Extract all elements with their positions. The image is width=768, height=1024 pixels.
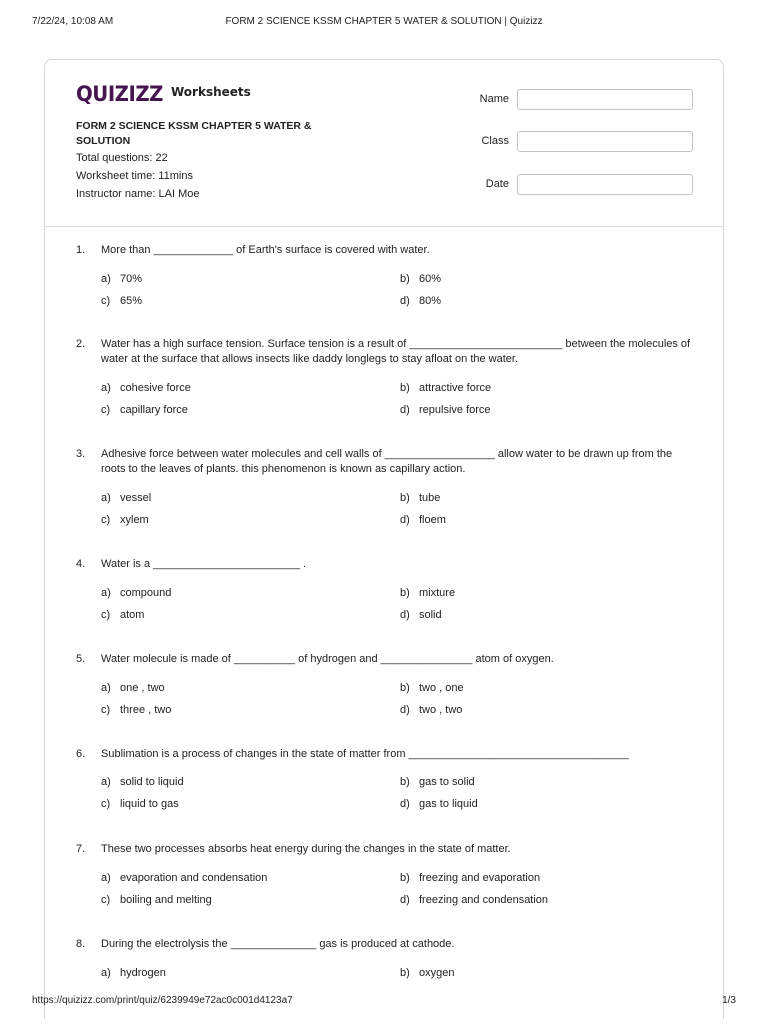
question-number: 1. [76, 244, 86, 256]
question-text: Water is a ________________________ . [101, 558, 307, 570]
name-label: Name [479, 93, 509, 105]
option-d: d) gas to liquid [400, 798, 478, 810]
option-a: a) cohesive force [101, 382, 191, 394]
option-b: b) tube [400, 492, 441, 504]
print-datetime: 7/22/24, 10:08 AM [32, 16, 114, 27]
question-number: 7. [76, 843, 86, 855]
quizizz-logo [76, 80, 251, 106]
option-d: d) two , two [400, 704, 463, 716]
worksheet-title: FORM 2 SCIENCE KSSM CHAPTER 5 WATER & SOLUTION [76, 120, 312, 147]
print-footer [32, 995, 736, 1009]
option-c: c) atom [101, 609, 145, 621]
option-c: c) liquid to gas [101, 798, 179, 810]
option-d: d) repulsive force [400, 404, 491, 416]
option-b: b) attractive force [400, 382, 492, 394]
option-c: c) three , two [101, 704, 172, 716]
page-number: 1/3 [722, 995, 736, 1006]
date-label: Date [485, 178, 509, 190]
print-title: FORM 2 SCIENCE KSSM CHAPTER 5 WATER & SOLUTION | Quizizz [225, 16, 543, 27]
option-d: d) floem [400, 514, 446, 526]
option-b: b) gas to solid [400, 776, 475, 788]
svg-text:QUIZIZZ: QUIZIZZ [76, 82, 164, 104]
option-c: c) boiling and melting [101, 894, 212, 906]
question-number: 5. [76, 653, 86, 665]
option-d: d) 80% [400, 295, 442, 307]
option-b: b) oxygen [400, 967, 455, 979]
print-url: https://quizizz.com/print/quiz/6239949e72ac0c001d4123a7 [32, 995, 293, 1006]
option-b: b) freezing and evaporation [400, 872, 541, 884]
option-c: c) xylem [101, 514, 149, 526]
option-a: a) evaporation and condensation [101, 872, 268, 884]
total-questions: Total questions: 22 [76, 152, 168, 164]
question-text: More than _____________ of Earth's surface is covered with water. [101, 244, 430, 256]
option-a: a) vessel [101, 492, 152, 504]
question-number: 4. [76, 558, 86, 570]
question-text: Sublimation is a process of changes in the state of matter from ____________________________________ [101, 748, 629, 760]
question-text: Water has a high surface tension. Surface tension is a result of _________________________ between the molecules of water at the surface that allows insects like daddy longlegs to stay afloat on the water. [101, 338, 691, 365]
option-b: b) mixture [400, 587, 456, 599]
option-a: a) hydrogen [101, 967, 166, 979]
option-d: d) solid [400, 609, 442, 621]
quizizz-logo-icon [76, 82, 164, 104]
worksheet-card [44, 59, 724, 1019]
question-text: Adhesive force between water molecules and cell walls of __________________ allow water to be drawn up from the roots to the leaves of plants. this phenomenon is known as capillary action. [101, 448, 673, 475]
name-input[interactable] [517, 89, 693, 110]
option-c: c) 65% [101, 295, 143, 307]
option-a: a) one , two [101, 682, 165, 694]
worksheet-header [45, 60, 723, 227]
question-text: During the electrolysis the ______________ gas is produced at cathode. [101, 938, 455, 950]
worksheets-label: Worksheets [171, 85, 251, 99]
question-text: These two processes absorbs heat energy during the changes in the state of matter. [101, 843, 511, 855]
question-number: 3. [76, 448, 86, 460]
question-number: 6. [76, 748, 86, 760]
class-input[interactable] [517, 131, 693, 152]
question-number: 8. [76, 938, 86, 950]
option-b: b) two , one [400, 682, 464, 694]
worksheet-time: Worksheet time: 11mins [76, 170, 193, 182]
option-b: b) 60% [400, 273, 442, 285]
question-number: 2. [76, 338, 86, 350]
option-a: a) compound [101, 587, 172, 599]
option-a: a) solid to liquid [101, 776, 184, 788]
option-d: d) freezing and condensation [400, 894, 549, 906]
class-label: Class [481, 135, 509, 147]
question-text: Water molecule is made of __________ of hydrogen and _______________ atom of oxygen. [101, 653, 554, 665]
instructor-name: Instructor name: LAI Moe [76, 188, 200, 200]
print-header [32, 16, 736, 30]
option-a: a) 70% [101, 273, 143, 285]
option-c: c) capillary force [101, 404, 188, 416]
date-input[interactable] [517, 174, 693, 195]
